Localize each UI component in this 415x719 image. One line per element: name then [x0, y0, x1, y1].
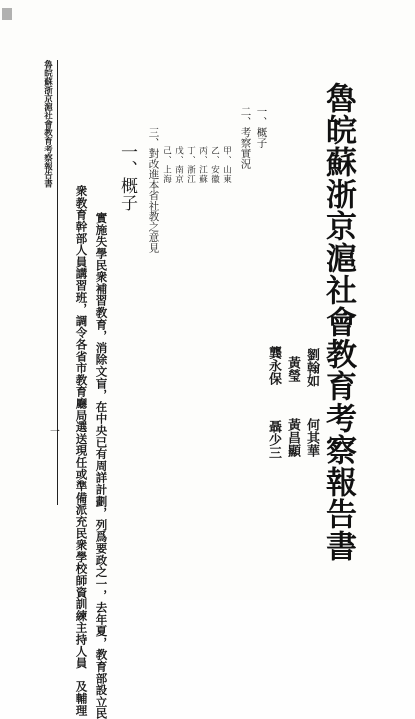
- toc-item-1: 一、概子: [255, 106, 268, 148]
- toc-subitem-1: 甲、山東: [221, 146, 232, 184]
- toc-subitem-6: 己、上海: [161, 146, 172, 184]
- corner-stamp: [2, 8, 12, 20]
- toc-subitem-3: 丙、江蘇: [197, 146, 208, 184]
- page-number: 一: [50, 427, 60, 438]
- footer-rule: [57, 60, 58, 505]
- author-1a: 劉翰如: [304, 348, 319, 387]
- author-3a: 龔永保: [266, 346, 281, 385]
- body-column-2: 衆教育幹部人員講習班，調令各省市教育廳局選送現任或準備派充民衆學校師資訓練主持人員 及輔理: [74, 185, 89, 716]
- toc-item-2: 二、考察實況: [239, 106, 252, 169]
- author-3b: 聶少三: [266, 420, 281, 459]
- footer-running-title: 魯皖蘇浙京滬社會教育考察報告書: [42, 60, 53, 188]
- toc-subitem-5: 戊、南京: [173, 146, 184, 184]
- body-column-1: 實施失學民衆補習教育，消除文盲，在中央已有周詳計劃，列爲要政之一，去年夏，教育部設立民: [94, 212, 109, 719]
- toc-subitem-2: 乙、安徽: [209, 146, 220, 184]
- author-2b: 黃昌顯: [285, 418, 300, 457]
- toc-subitem-4: 丁、浙江: [185, 146, 196, 184]
- document-title: 魯皖蘇浙京滬社會教育考察報告書: [320, 82, 356, 562]
- toc-item-3: 三、對改進本省社教之意見: [147, 127, 160, 253]
- author-1b: 何其華: [304, 418, 319, 457]
- section-heading: 一、概子: [117, 143, 137, 211]
- author-2a: 黃瑩: [285, 356, 300, 382]
